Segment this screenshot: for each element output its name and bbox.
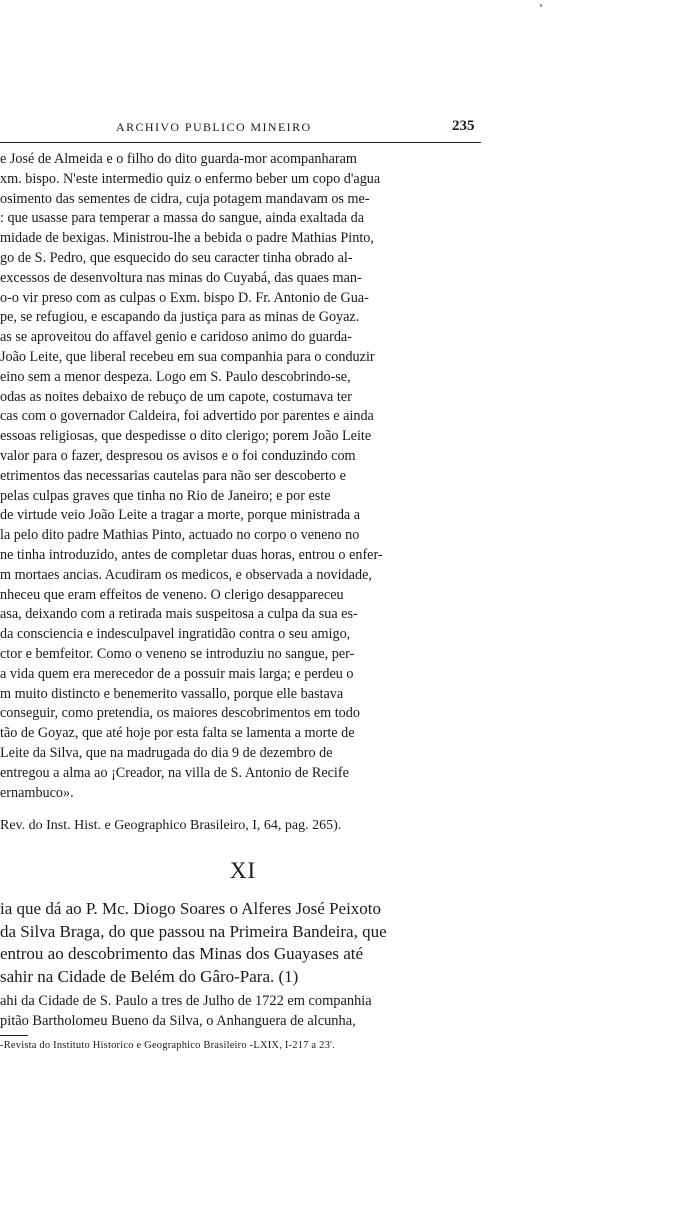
section-heading — [0, 898, 486, 988]
heading-line: entrou ao descobrimento das Minas dos Guayases até — [0, 944, 364, 963]
text-line: pe, se refugiou, e escapando da justiça para as minas de Goyaz. — [0, 309, 360, 326]
text-line: m mortaes ancias. Acudiram os medicos, e observada a novidade, — [0, 566, 372, 583]
text-line: pitão Bartholomeu Bueno da Silva, o Anhanguera de alcunha, — [0, 1012, 356, 1029]
heading-line: sahir na Cidade de Belém do Gâro-Para. (1) — [0, 966, 299, 986]
text-line: etrimentos das necessarias cautelas para não ser descoberto e — [0, 467, 346, 484]
page-number: 235 — [452, 118, 475, 134]
header-rule — [0, 142, 481, 143]
text-line: o-o vir preso com as culpas o Exm. bispo D. Fr. Antonio de Gua- — [0, 289, 369, 306]
heading-line: ia que dá ao P. Mc. Diogo Soares o Alferes José Peixoto — [0, 899, 382, 918]
footnote: -Revista do Instituto Historico e Geographico Brasileiro -LXIX, I-217 a 23'. — [0, 1040, 335, 1051]
text-line: as se aproveitou do affavel genio e caridoso animo do guarda- — [0, 329, 352, 346]
text-line: João Leite, que liberal recebeu em sua companhia para o conduzir — [0, 348, 375, 365]
text-line: ernambuco». — [0, 784, 74, 801]
source-citation: Rev. do Inst. Hist. e Geographico Brasileiro, I, 64, pag. 265). — [0, 818, 342, 833]
text-line: go de S. Pedro, que esquecido do seu caracter tinha obrado al- — [0, 249, 353, 266]
text-line: da consciencia e indesculpavel ingratidão contra o seu amigo, — [0, 626, 351, 643]
text-line: ahi da Cidade de S. Paulo a tres de Julho de 1722 em companhia — [0, 993, 372, 1009]
text-line: odas as noites debaixo de rebuço de um capote, costumava ter — [0, 388, 352, 405]
text-line: : que usasse para temperar a massa do sangue, ainda exaltada da — [0, 210, 364, 227]
text-line: ctor e bemfeitor. Como o veneno se introduziu no sangue, per- — [0, 645, 355, 662]
text-line: cas com o governador Caldeira, foi advertido por parentes e ainda — [0, 408, 374, 425]
running-head — [0, 118, 490, 138]
text-line: entregou a alma ao ¡Creador, na villa de S. Antonio de Recife — [0, 764, 349, 781]
text-line: asa, deixando com a retirada mais suspeitosa a culpa da sua es- — [0, 606, 358, 623]
text-line: de virtude veio João Leite a tragar a morte, porque ministrada a — [0, 507, 361, 524]
footnote-rule — [0, 1035, 28, 1036]
heading-line: da Silva Braga, do que passou na Primeira Bandeira, que — [0, 921, 387, 941]
text-line: Leite da Silva, que na madrugada do dia 9 de dezembro de — [0, 744, 333, 761]
body-text — [0, 150, 485, 803]
text-line: conseguir, como pretendia, os maiores descobrimentos em todo — [0, 705, 360, 722]
text-line: xm. bispo. N'este intermedio quiz o enfermo beber um copo d'agua — [0, 170, 381, 187]
text-line: la pelo dito padre Mathias Pinto, actuado no corpo o veneno no — [0, 527, 360, 544]
text-line: excessos de desenvoltura nas minas do Cuyabá, das quaes man- — [0, 269, 362, 286]
running-title: ARCHIVO PUBLICO MINEIRO — [116, 120, 312, 134]
text-line: pelas culpas graves que tinha no Rio de Janeiro; e por este — [0, 487, 331, 504]
scan-speck — [540, 4, 542, 7]
text-line: midade de bexigas. Ministrou-lhe a bebida o padre Mathias Pinto, — [0, 230, 374, 247]
text-line: osimento das sementes de cidra, cuja potagem mandavam os me- — [0, 190, 370, 207]
text-line: a vida quem era merecedor de a possuir mais larga; e perdeu o — [0, 665, 354, 682]
section-numeral: XI — [229, 858, 257, 883]
text-line: essoas religiosas, que despedisse o dito clerigo; porem João Leite — [0, 428, 372, 445]
text-line: m muito distincto e benemerito vassallo, porque elle bastava — [0, 685, 344, 702]
section-paragraph — [0, 992, 486, 1032]
text-line: ne tinha introduzido, antes de completar duas horas, entrou o enfer- — [0, 546, 383, 563]
text-line: nheceu que eram effeitos de veneno. O clerigo desappareceu — [0, 586, 344, 603]
text-line: valor para o fazer, despresou os avisos e o foi conduzindo com — [0, 447, 356, 464]
text-line: eino sem a menor despeza. Logo em S. Paulo descobrindo-se, — [0, 368, 351, 385]
text-line: e José de Almeida e o filho do dito guarda-mor acompanharam — [0, 151, 357, 167]
text-line: tão de Goyaz, que até hoje por esta falta se lamenta a morte de — [0, 725, 355, 742]
